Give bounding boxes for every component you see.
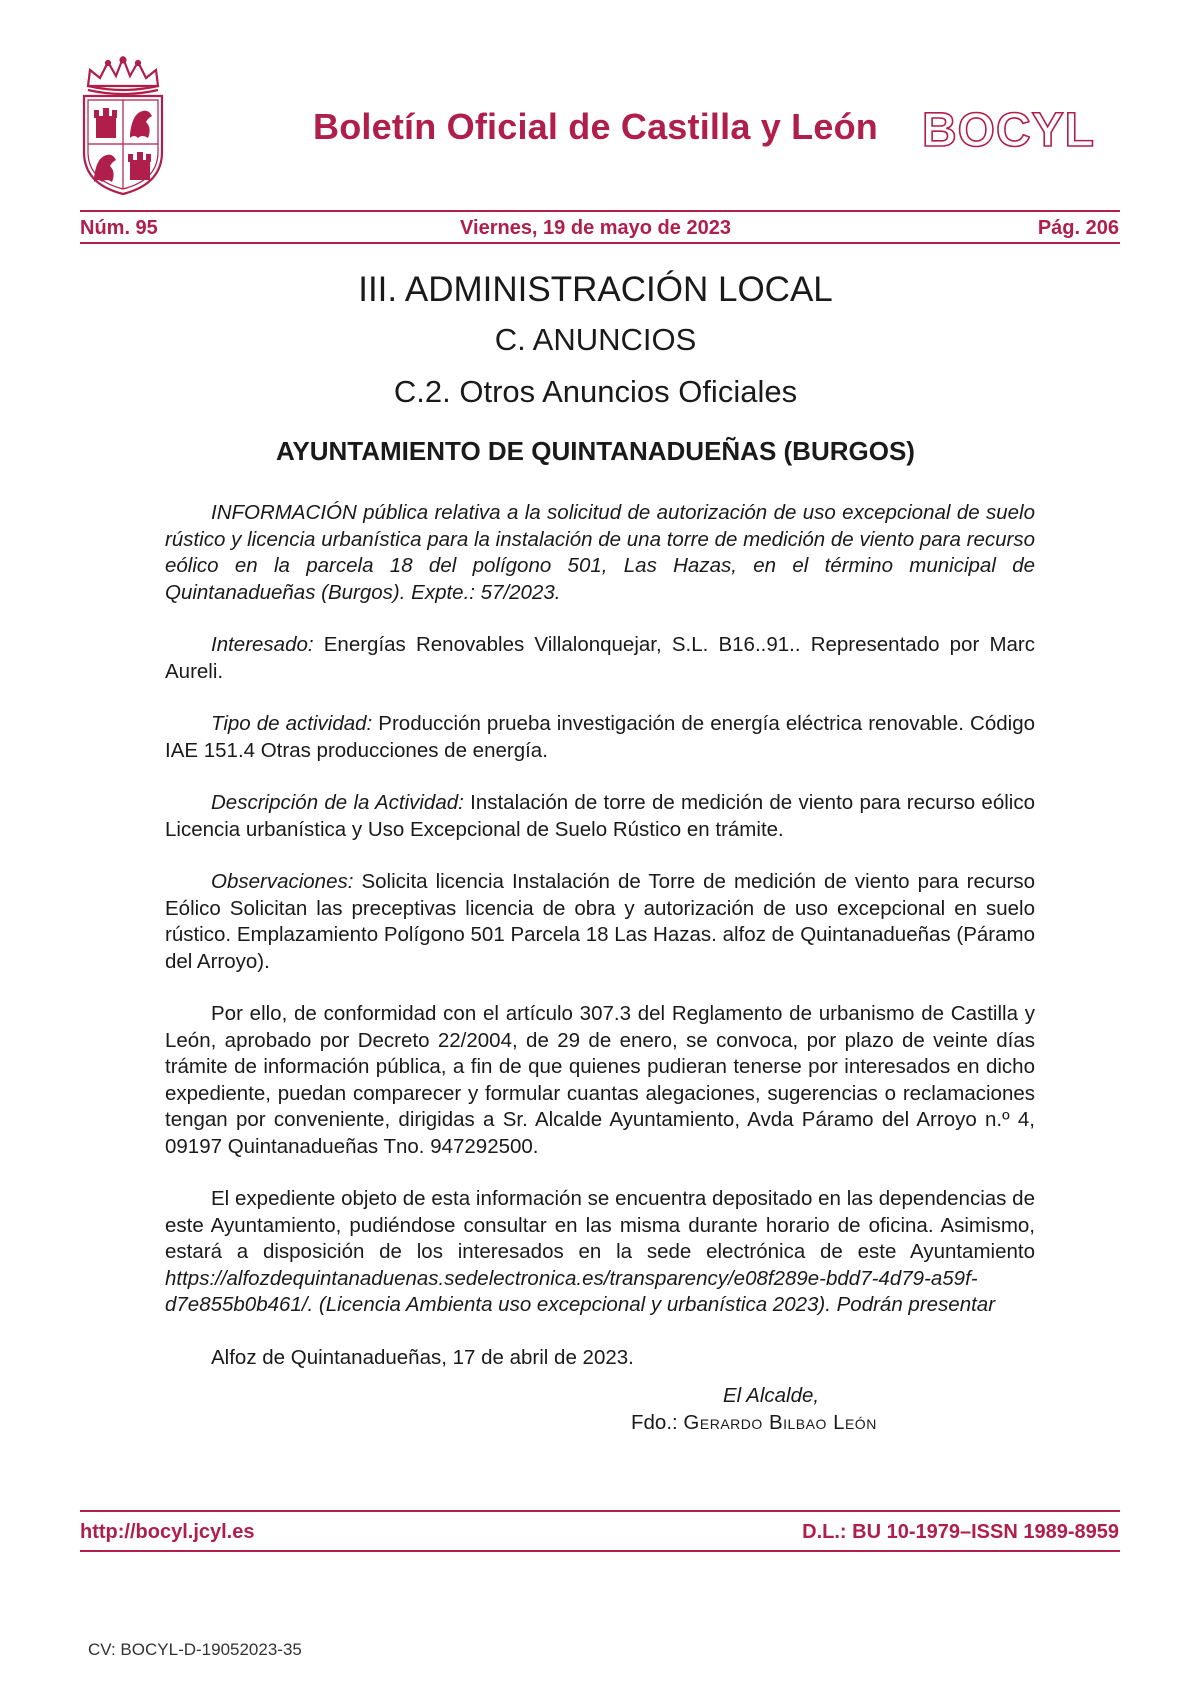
gazette-title: Boletín Oficial de Castilla y León (313, 106, 878, 147)
section-heading-3: C.2. Otros Anuncios Oficiales (393, 374, 798, 409)
descripcion-label: Descripción de la Actividad: (211, 791, 464, 814)
footer-top-rule (80, 1510, 1120, 1512)
signature-role: El Alcalde, (723, 1384, 820, 1407)
tipo-text: Producción prueba investigación de energía eléctrica renovable. Código IAE 151.4 Otras producciones de energía. (165, 712, 1035, 762)
bocyl-logo-text: BOCYL (922, 104, 1095, 154)
signatory-name: Gerardo Bilbao León (683, 1410, 877, 1434)
por-ello-paragraph: Por ello, de conformidad con el artículo 307.3 del Reglamento de urbanismo de Castilla y León, aprobado por Decreto 22/2004, de 29 de enero, se convoca, por plazo de veinte días trámite de información pública, a fin de que quienes pudieran tenerse por interesados en dicho expediente, puedan comparecer y formular cuantas alegaciones, sugerencias o reclamaciones tengan por conveniente, dirigidas a Sr. Alcalde Ayuntamiento, Avda Páramo del Arroyo n.º 4, 09197 Quintanadueñas Tno. 947292500. (165, 1002, 1035, 1158)
tipo-paragraph (165, 711, 1035, 764)
descripcion-paragraph (165, 790, 1035, 843)
observaciones-paragraph (165, 869, 1035, 975)
signature-prefix: Fdo.: (631, 1410, 684, 1434)
expediente-link[interactable]: https://alfozdequintanaduenas.sedelectronica.es/transparency/e08f289e-bdd7-4d79-a59f-d7e855b0b461/. (Licencia Ambienta uso excepcional y urbanística 2023). Podrán presentar (165, 1266, 996, 1316)
expediente-text: El expediente objeto de esta información se encuentra depositado en las dependencias de este Ayuntamiento, pudiéndose consultar en las misma durante horario de oficina. Asimismo, estará a disposición de los interesados en la sede electrónica de este Ayuntamiento (165, 1187, 1035, 1263)
observaciones-label: Observaciones: (211, 870, 354, 893)
bocyl-logo (922, 104, 1122, 154)
intro-paragraph: INFORMACIÓN pública relativa a la solicitud de autorización de uso excepcional de suelo rústico y licencia urbanística para la instalación de una torre de medición de viento para recurso eólico en la parcela 18 del polígono 501, Las Hazas, en el término municipal de Quintanadueñas (Burgos). Expte.: 57/2023. (165, 501, 1035, 604)
place-date: Alfoz de Quintanadueñas, 17 de abril de 2023. (211, 1345, 634, 1369)
page-number: Pág. 206 (1037, 217, 1119, 239)
issue-number: Núm. 95 (80, 217, 158, 239)
document-cv-code: CV: BOCYL-D-19052023-35 (88, 1640, 302, 1659)
footer-legal-deposit: D.L.: BU 10-1979–ISSN 1989-8959 (802, 1521, 1119, 1543)
observaciones-text: Solicita licencia Instalación de Torre de medición de viento para recurso Eólico Solicitan las preceptivas licencia de obra y autorización de uso excepcional en suelo rústico. Emplazamiento Polígono 501 Parcela 18 Las Hazas. alfoz de Quintanadueñas (Páramo del Arroyo). (165, 870, 1035, 973)
section-heading-1: III. ADMINISTRACIÓN LOCAL (358, 270, 833, 309)
header-bottom-rule (80, 242, 1120, 244)
footer-bottom-rule (80, 1550, 1120, 1552)
signature-line (165, 1410, 1035, 1437)
entity-heading: AYUNTAMIENTO DE QUINTANADUEÑAS (BURGOS) (276, 436, 915, 466)
expediente-paragraph (165, 1186, 1035, 1319)
tipo-label: Tipo de actividad: (211, 712, 373, 735)
interesado-paragraph (165, 632, 1035, 685)
interesado-label: Interesado: (211, 633, 314, 656)
header-top-rule (80, 210, 1120, 212)
section-heading-2: C. ANUNCIOS (494, 322, 697, 357)
issue-date: Viernes, 19 de mayo de 2023 (460, 217, 731, 239)
footer-url-link[interactable]: http://bocyl.jcyl.es (80, 1521, 255, 1543)
announcement-body (165, 500, 1035, 1436)
descripcion-text: Instalación de torre de medición de viento para recurso eólico Licencia urbanística y Uso Excepcional de Suelo Rústico en trámite. (165, 791, 1035, 841)
interesado-text: Energías Renovables Villalonquejar, S.L. B16..91.. Representado por Marc Aureli. (165, 633, 1035, 683)
